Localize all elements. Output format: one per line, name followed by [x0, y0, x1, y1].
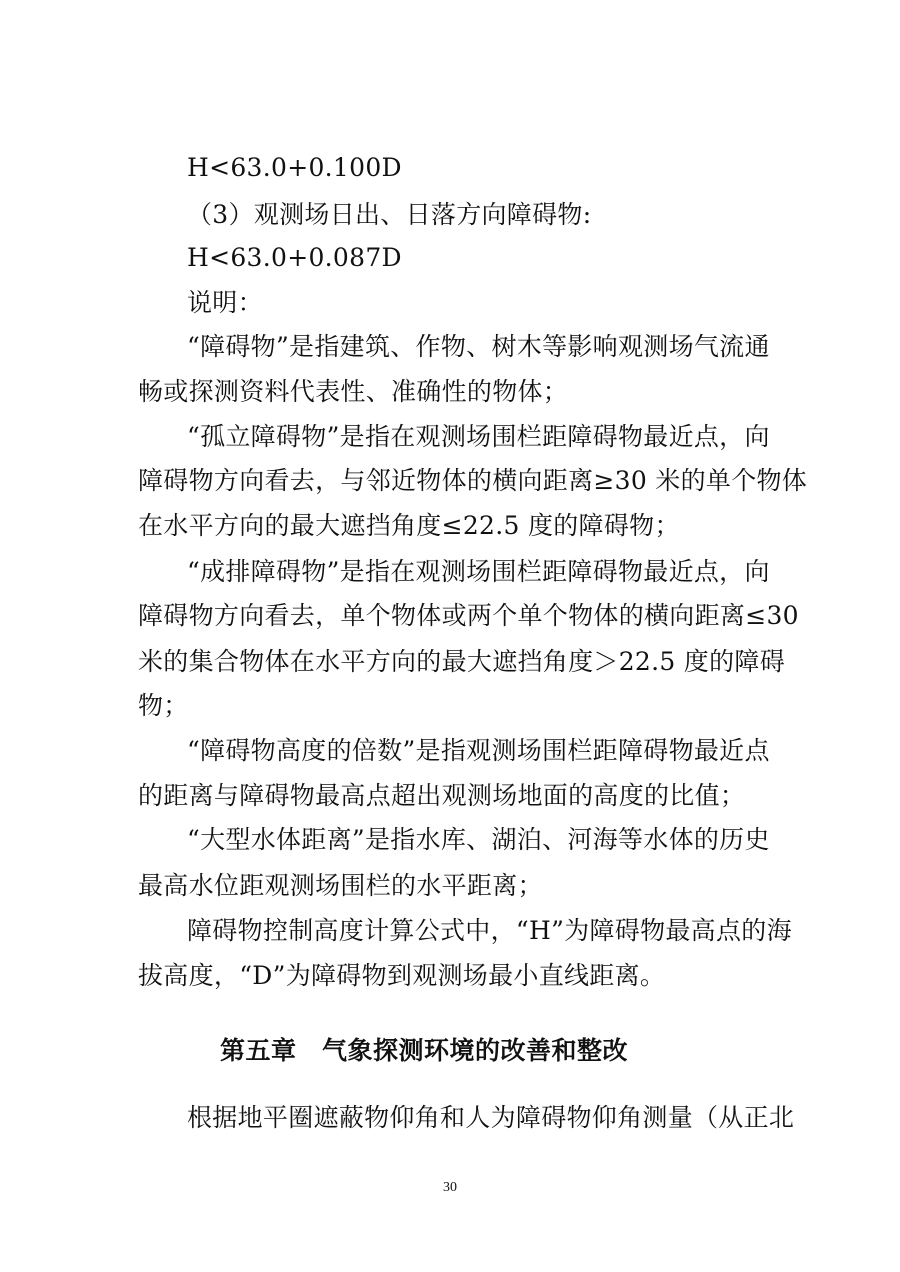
paragraph-line: “孤立障碍物”是指在观测场围栏距障碍物最近点，向: [187, 422, 770, 451]
paragraph-line: 障碍物方向看去，与邻近物体的横向距离≥30 米的单个物体: [138, 466, 808, 495]
paragraph-line: 最高水位距观测场围栏的水平距离；: [138, 871, 543, 900]
paragraph-line: 畅或探测资料代表性、准确性的物体；: [138, 377, 569, 406]
explanation-label: 说明：: [187, 288, 263, 317]
formula-line: H<63.0+0.100D: [187, 153, 402, 182]
paragraph-line: 在水平方向的最大遮挡角度≤22.5 度的障碍物；: [138, 511, 680, 540]
paragraph-line: “障碍物高度的倍数”是指观测场围栏距障碍物最近点: [187, 736, 770, 765]
paragraph-line: 的距离与障碍物最高点超出观测场地面的高度的比值；: [138, 781, 746, 810]
paragraph-line: “障碍物”是指建筑、作物、树木等影响观测场气流通: [187, 332, 770, 361]
list-item: （3）观测场日出、日落方向障碍物:: [187, 200, 592, 229]
paragraph-line: “大型水体距离”是指水库、湖泊、河海等水体的历史: [187, 825, 770, 854]
paragraph-line: 障碍物控制高度计算公式中，“H”为障碍物最高点的海: [187, 916, 792, 945]
paragraph-line: “成排障碍物”是指在观测场围栏距障碍物最近点，向: [187, 557, 770, 586]
page-number: 30: [443, 1180, 457, 1195]
paragraph-line: 障碍物方向看去，单个物体或两个单个物体的横向距离≤30: [138, 601, 799, 630]
paragraph-line: 根据地平圈遮蔽物仰角和人为障碍物仰角测量（从正北: [187, 1103, 795, 1132]
paragraph-line: 拔高度，“D”为障碍物到观测场最小直线距离。: [138, 961, 666, 990]
chapter-heading: 第五章 气象探测环境的改善和整改: [220, 1036, 629, 1065]
paragraph-line: 物；: [138, 691, 189, 720]
paragraph-line: 米的集合物体在水平方向的最大遮挡角度＞22.5 度的障碍: [138, 647, 786, 676]
formula-line: H<63.0+0.087D: [187, 243, 402, 272]
